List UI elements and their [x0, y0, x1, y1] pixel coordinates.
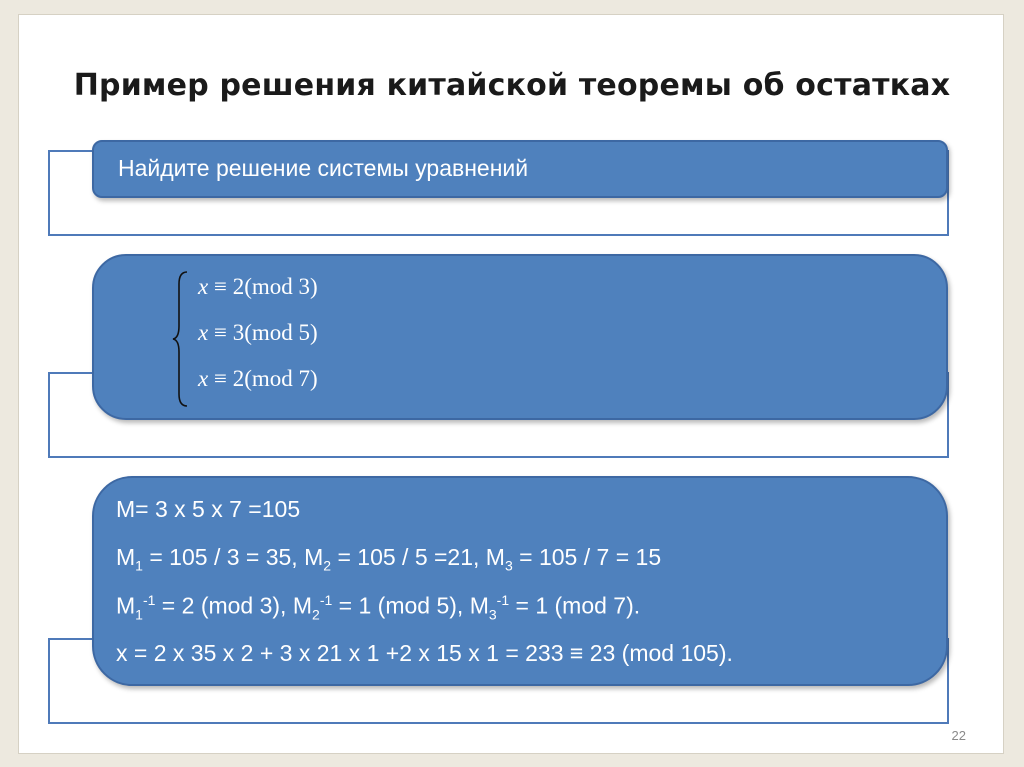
task-text: Найдите решение системы уравнений	[118, 155, 529, 181]
superscript: -1	[142, 592, 156, 608]
equation-relation: ≡	[213, 274, 227, 299]
expression: = 105 / 7 = 15	[512, 544, 662, 570]
subscript: 1	[135, 557, 143, 574]
solution-line-modulus: M= 3 x 5 x 7 =105	[116, 496, 301, 522]
solution-card	[92, 476, 948, 686]
equation-rest: 2(mod 3)	[232, 274, 318, 299]
equation-rest: 3(mod 5)	[232, 320, 318, 345]
equation-1	[198, 274, 318, 300]
subscript: 3	[504, 557, 513, 574]
equation-relation: ≡	[213, 320, 227, 345]
subscript: 2	[312, 606, 320, 623]
m-symbol: M	[116, 592, 136, 619]
m-symbol: M	[116, 544, 136, 570]
equation-var: x	[198, 320, 209, 345]
expression: = 2 (mod 3),	[155, 592, 293, 619]
slide-title: Пример решения китайской теоремы об остатках	[73, 68, 951, 103]
expression: = 1 (mod 5),	[332, 592, 470, 619]
solution-line-inverses	[116, 592, 640, 622]
superscript: -1	[496, 592, 510, 608]
curly-brace-icon	[170, 268, 192, 410]
page-number: 22	[951, 728, 966, 743]
equation-rest: 2(mod 7)	[232, 366, 318, 391]
expression: = 105 / 3 = 35,	[142, 544, 305, 570]
congruence-system	[170, 268, 390, 410]
equation-var: x	[198, 274, 209, 299]
m-symbol: M	[292, 592, 313, 619]
subscript: 2	[323, 557, 332, 574]
solution-line-answer: x = 2 x 35 x 2 + 3 x 21 x 1 +2 x 15 x 1 = 233 ≡ 23 (mod 105).	[116, 640, 733, 666]
expression: = 105 / 5 =21,	[331, 544, 486, 570]
m-symbol: M	[469, 592, 489, 619]
subscript: 1	[135, 606, 143, 623]
superscript: -1	[319, 592, 333, 608]
task-card	[92, 140, 948, 198]
equation-var: x	[198, 366, 209, 391]
solution-line-partial-products	[116, 544, 661, 574]
equation-3	[198, 366, 318, 392]
m-symbol: M	[304, 544, 324, 570]
expression: = 1 (mod 7).	[509, 592, 641, 619]
subscript: 3	[488, 606, 497, 623]
m-symbol: M	[485, 544, 505, 570]
system-card	[92, 254, 948, 420]
equation-relation: ≡	[213, 366, 227, 391]
equation-2	[198, 320, 318, 346]
